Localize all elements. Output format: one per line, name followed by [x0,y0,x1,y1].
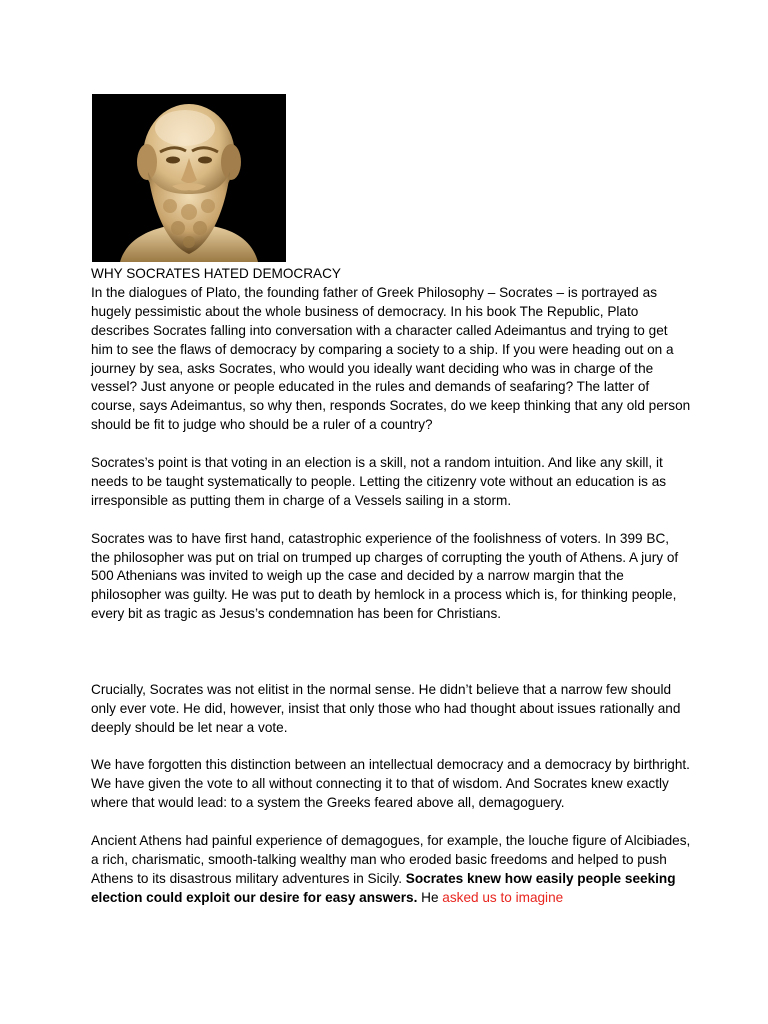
paragraph-demagogues-continuation: He [417,889,443,905]
red-highlighted-text: asked us to imagine [442,889,564,905]
paragraph-voting-skill: Socrates’s point is that voting in an election is a skill, not a random intuition. And like any skill, it needs to be taught systematically to people. Letting the citizenry vote without an education is as irresponsible as putting them in charge of a Vessels sailing in a storm. [91,455,667,508]
paragraph-intellectual-democracy: We have forgotten this distinction between an intellectual democracy and a democracy by birthright. We have given the vote to all without connecting it to that of wisdom. And Socrates knew exactly where that would lead: to a system the Greeks feared above all, demagoguery. [91,757,690,811]
paragraph-not-elitist: Crucially, Socrates was not elitist in the normal sense. He didn’t believe that a narrow few should only ever vote. He did, however, insist that only those who had thought about issues rationally and deeply should be let near a vote. [91,681,681,735]
article-body [91,265,691,908]
article-title: WHY SOCRATES HATED DEMOCRACY [91,266,341,281]
bold-statement: Socrates knew how easily people seeking election could exploit our desire for easy answers. [91,870,676,905]
paragraph-demagogues-text: Ancient Athens had painful experience of demagogues, for example, the louche figure of Alcibiades, a rich, charismatic, smooth-talking wealthy man who eroded basic freedoms and helped to push Athens to its disastrous military adventures in Sicily. [91,833,691,886]
paragraph-trial: Socrates was to have first hand, catastrophic experience of the foolishness of voters. In 399 BC, the philosopher was put on trial on trumped up charges of corrupting the youth of Athens. A jury of 500 Athenians was invited to weigh up the case and decided by a narrow margin that the philosopher was guilty. He was put to death by hemlock in a process which is, for thinking people, every bit as tragic as Jesus’s condemnation has been for Christians. [91,530,679,622]
socrates-bust-image [92,94,286,262]
paragraph-demagogues [91,832,691,908]
paragraph-ship-analogy: In the dialogues of Plato, the founding father of Greek Philosophy – Socrates – is portrayed as hugely pessimistic about the whole business of democracy. In his book The Republic, Plato describes Socrates falling into conversation with a character called Adeimantus and trying to get him to see the flaws of democracy by comparing a society to a ship. If you were heading out on a journey by sea, asks Socrates, who would you ideally want deciding who was in charge of the vessel? Just anyone or people educated in the rules and demands of seafaring? The latter of course, says Adeimantus, so why then, responds Socrates, do we keep thinking that any old person should be fit to judge who should be a ruler of a country? [91,284,691,433]
